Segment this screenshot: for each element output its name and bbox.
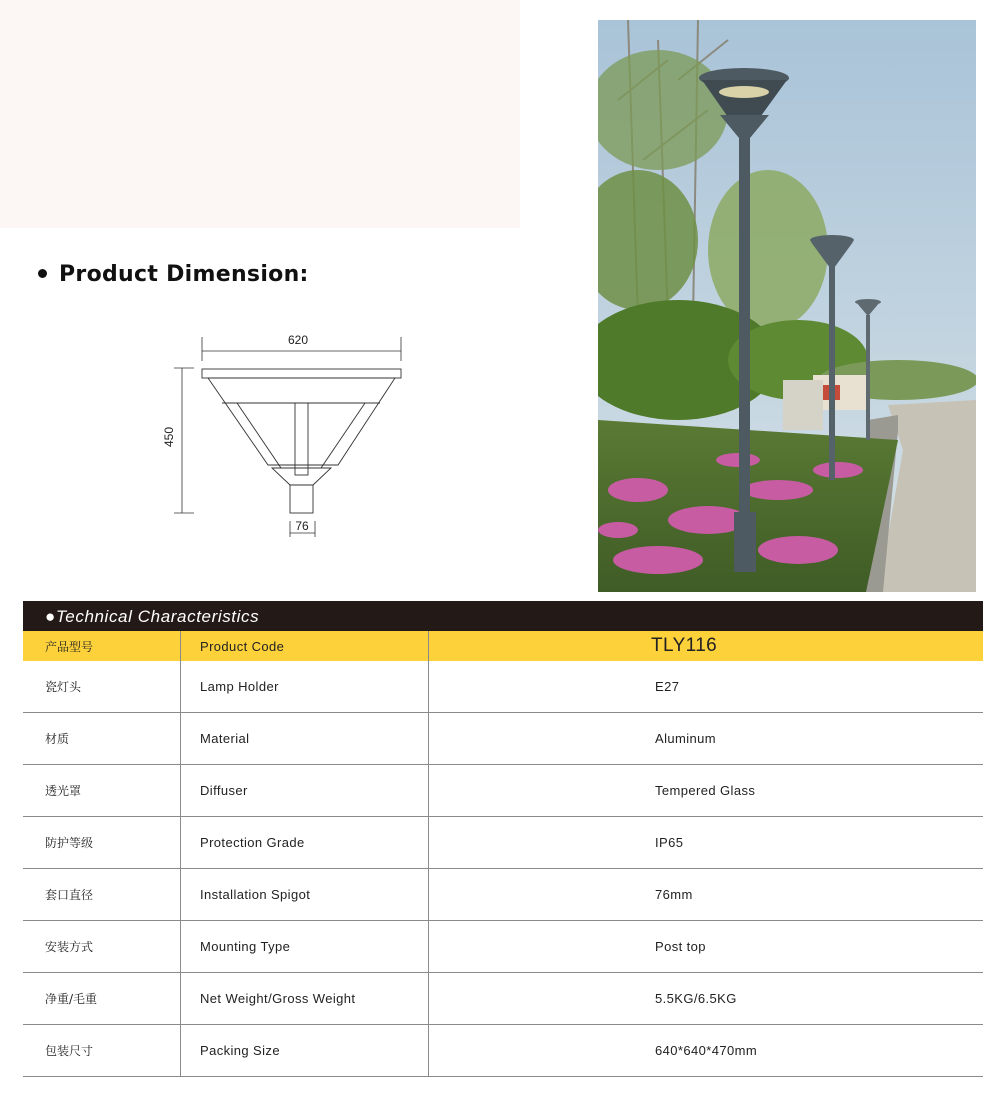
table-row — [23, 869, 983, 921]
lamp-shade — [208, 378, 395, 465]
row-cn-label: 材质 — [23, 713, 181, 765]
row-en-label: Packing Size — [181, 1025, 429, 1077]
spigot — [290, 485, 313, 513]
table-row — [23, 713, 983, 765]
row-cn-label: 安装方式 — [23, 921, 181, 973]
center-rod — [295, 403, 308, 475]
row-cn-label: 防护等级 — [23, 817, 181, 869]
photo-wall — [783, 380, 823, 430]
row-value: 5.5KG/6.5KG — [429, 973, 984, 1025]
row-value: Aluminum — [429, 713, 984, 765]
row-cn-label: 透光罩 — [23, 765, 181, 817]
row-value: 76mm — [429, 869, 984, 921]
product-code-cn: 产品型号 — [23, 631, 181, 661]
row-en-label: Installation Spigot — [181, 869, 429, 921]
table-row — [23, 817, 983, 869]
bullet-icon — [38, 269, 47, 278]
top-left-blank-panel — [0, 0, 520, 228]
row-en-label: Diffuser — [181, 765, 429, 817]
product-dimension-heading: Product Dimension: — [38, 262, 309, 287]
row-cn-label: 包装尺寸 — [23, 1025, 181, 1077]
dimension-drawing — [160, 325, 420, 545]
product-code-en: Product Code — [181, 631, 429, 661]
spec-table — [23, 631, 983, 1077]
lamp-rim — [202, 369, 401, 378]
lamp-neck — [272, 468, 331, 485]
row-en-label: Net Weight/Gross Weight — [181, 973, 429, 1025]
spigot-label: 76 — [295, 519, 309, 533]
row-en-label: Lamp Holder — [181, 661, 429, 713]
row-value: Tempered Glass — [429, 765, 984, 817]
product-photo — [598, 20, 976, 592]
table-row — [23, 921, 983, 973]
row-cn-label: 净重/毛重 — [23, 973, 181, 1025]
row-en-label: Mounting Type — [181, 921, 429, 973]
table-row — [23, 661, 983, 713]
table-row — [23, 973, 983, 1025]
row-value: 640*640*470mm — [429, 1025, 984, 1077]
technical-characteristics-bar: ●Technical Characteristics — [23, 601, 983, 631]
row-cn-label: 套口直径 — [23, 869, 181, 921]
row-value: IP65 — [429, 817, 984, 869]
spec-header-row — [23, 631, 983, 661]
table-row — [23, 1025, 983, 1077]
arm-left — [237, 403, 291, 468]
width-label: 620 — [287, 333, 309, 347]
row-en-label: Material — [181, 713, 429, 765]
row-value: Post top — [429, 921, 984, 973]
technical-characteristics-title: Technical Characteristics — [55, 607, 260, 626]
row-en-label: Protection Grade — [181, 817, 429, 869]
height-label: 450 — [162, 426, 176, 448]
product-code-value: TLY116 — [429, 631, 984, 661]
row-value: E27 — [429, 661, 984, 713]
table-row — [23, 765, 983, 817]
row-cn-label: 瓷灯头 — [23, 661, 181, 713]
